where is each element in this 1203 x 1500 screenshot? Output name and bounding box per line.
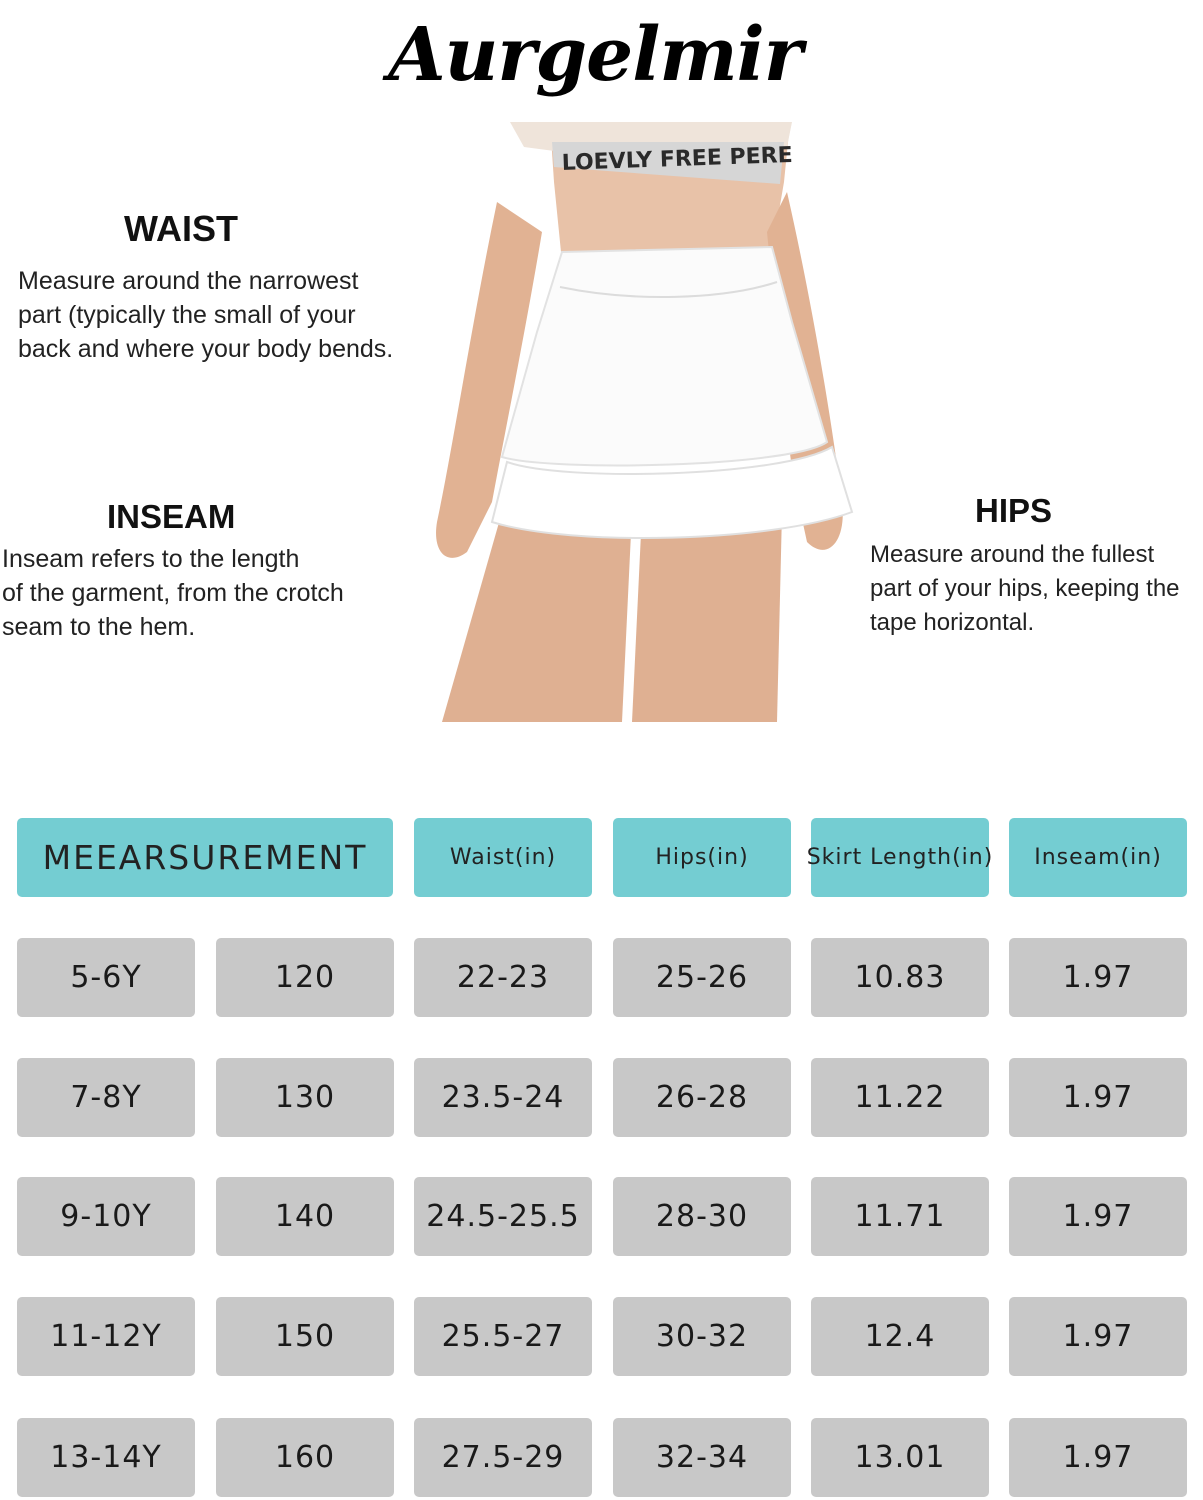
cell-height: 140 [216,1177,394,1256]
cell-hips: 32-34 [613,1418,791,1497]
cell-skirt-length: 13.01 [811,1418,989,1497]
cell-waist: 27.5-29 [414,1418,592,1497]
waist-description: Measure around the narrowest part (typically the small of your back and where your body bends. [18,267,394,363]
cell-inseam: 1.97 [1009,1297,1187,1376]
cell-height: 120 [216,938,394,1017]
header-hips: Hips(in) [613,818,791,897]
cell-waist: 25.5-27 [414,1297,592,1376]
hips-title: HIPS [975,492,1053,529]
cell-size: 7-8Y [17,1058,195,1137]
cell-skirt-length: 10.83 [811,938,989,1017]
cell-waist: 22-23 [414,938,592,1017]
brand-logo: Aurgelmir [388,12,802,98]
cell-waist: 23.5-24 [414,1058,592,1137]
cell-inseam: 1.97 [1009,938,1187,1017]
waist-title: WAIST [124,208,238,249]
cell-skirt-length: 12.4 [811,1297,989,1376]
cell-size: 13-14Y [17,1418,195,1497]
product-photo [432,122,872,722]
header-inseam: Inseam(in) [1009,818,1187,897]
cell-waist: 24.5-25.5 [414,1177,592,1256]
cell-size: 5-6Y [17,938,195,1017]
cell-height: 160 [216,1418,394,1497]
cell-height: 130 [216,1058,394,1137]
cell-skirt-length: 11.22 [811,1058,989,1137]
cell-hips: 26-28 [613,1058,791,1137]
cell-size: 9-10Y [17,1177,195,1256]
cell-inseam: 1.97 [1009,1177,1187,1256]
cell-height: 150 [216,1297,394,1376]
inseam-description: Inseam refers to the length of the garment, from the crotch seam to the hem. [2,545,344,641]
cell-hips: 30-32 [613,1297,791,1376]
header-skirt-length: Skirt Length(in) [811,818,989,897]
cell-inseam: 1.97 [1009,1058,1187,1137]
cell-hips: 28-30 [613,1177,791,1256]
waistband-text: LOEVLY FREE PERE [561,142,794,176]
cell-hips: 25-26 [613,938,791,1017]
cell-inseam: 1.97 [1009,1418,1187,1497]
hips-description: Measure around the fullest part of your hips, keeping the tape horizontal. [870,541,1180,636]
header-waist: Waist(in) [414,818,592,897]
cell-size: 11-12Y [17,1297,195,1376]
inseam-title: INSEAM [107,498,236,535]
header-measurement: MEEARSUREMENT [17,818,393,897]
cell-skirt-length: 11.71 [811,1177,989,1256]
